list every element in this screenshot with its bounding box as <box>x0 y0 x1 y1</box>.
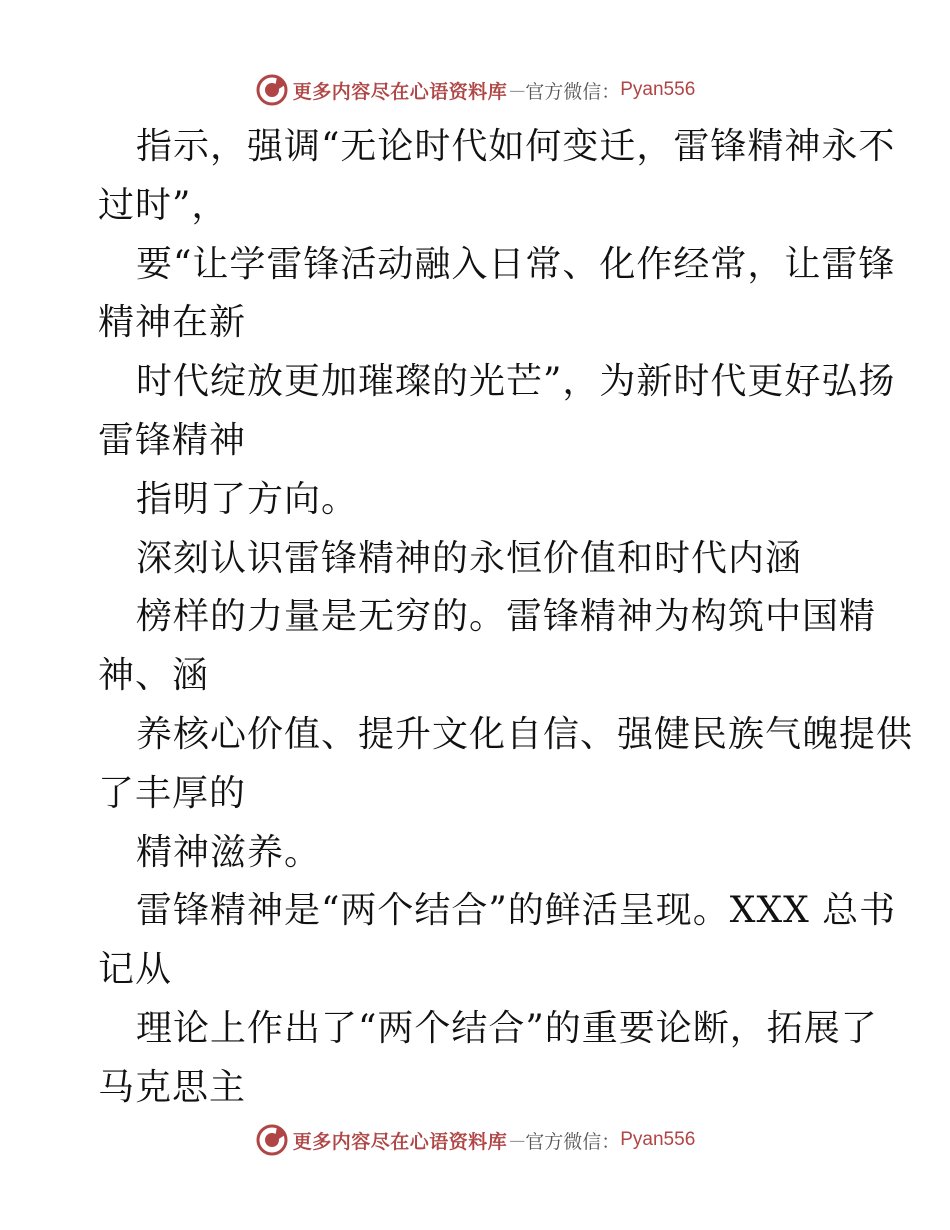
watermark-official-label: 官方微信： <box>525 1130 621 1153</box>
text-line: 指明了方向。 <box>136 478 359 520</box>
text-line: 指示，强调“无论时代如何变迁，雷锋精神永不 <box>136 126 896 167</box>
text-line: 神、涵 <box>98 655 210 697</box>
header-watermark <box>0 70 950 110</box>
text-line: 精神滋养。 <box>136 831 322 873</box>
text-line: 理论上作出了“两个结合”的重要论断，拓展了 <box>136 1007 878 1049</box>
text-line: 要“让学雷锋活动融入日常、化作经常，让雷锋 <box>136 243 896 285</box>
document-body <box>98 118 914 1118</box>
text-line: 了丰厚的 <box>98 772 247 814</box>
watermark-text: 更多内容尽在心语资料库 <box>292 1130 508 1153</box>
pen-logo-icon <box>255 73 289 107</box>
text-line: 雷锋精神 <box>98 419 247 461</box>
watermark-official-label: 官方微信： <box>525 80 621 103</box>
pen-logo-icon <box>255 1123 289 1157</box>
text-line: 深刻认识雷锋精神的永恒价值和时代内涵 <box>136 537 803 579</box>
text-line: 榜样的力量是无穷的。雷锋精神为构筑中国精 <box>136 596 877 638</box>
text-line: 过时”， <box>98 184 229 226</box>
text-line: 雷锋精神是“两个结合”的鲜活呈现。XXX 总书 <box>136 890 897 932</box>
watermark-account: Pyan556 <box>620 1129 696 1150</box>
text-line: 马克思主 <box>98 1066 247 1108</box>
text-line: 记从 <box>98 949 173 991</box>
watermark-text: 更多内容尽在心语资料库 <box>292 80 508 103</box>
watermark-separator: — <box>509 80 524 100</box>
text-line: 精神在新 <box>98 302 247 344</box>
text-line: 养核心价值、提升文化自信、强健民族气魄提供 <box>136 713 914 755</box>
watermark-separator: — <box>509 1130 524 1150</box>
footer-watermark <box>0 1120 950 1160</box>
text-line: 时代绽放更加璀璨的光芒”，为新时代更好弘扬 <box>136 361 896 403</box>
watermark-account: Pyan556 <box>620 79 696 100</box>
